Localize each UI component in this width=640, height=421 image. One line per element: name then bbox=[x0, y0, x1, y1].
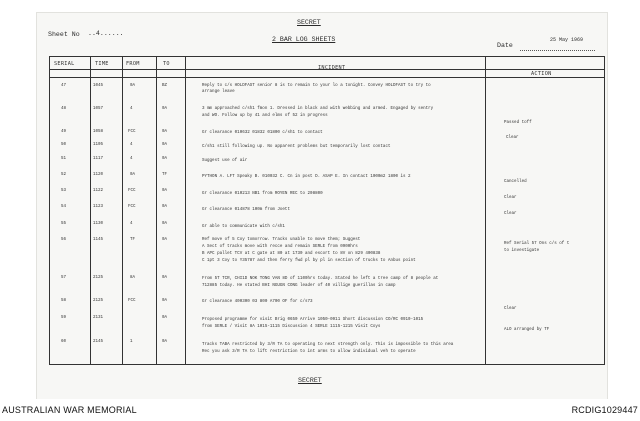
row-incident-line: B APC pallet TCV at C gate at 80 at 1730 and escort to 8V on 829 400838 bbox=[202, 252, 381, 256]
row-to: 0A bbox=[162, 130, 168, 134]
row-to: 0A bbox=[162, 157, 168, 161]
row-from: FCC bbox=[128, 130, 136, 134]
row-incident-line: Gr clearance 010632 01832 01800 c/sh1 to contact bbox=[202, 131, 323, 135]
col-divider bbox=[156, 57, 157, 364]
row-action-line: Clear bbox=[504, 212, 517, 216]
row-time: 1122 bbox=[93, 189, 104, 193]
row-action-line: Ref Serial 57 Ons c/s of t bbox=[504, 242, 570, 246]
row-serial: 57 bbox=[61, 276, 67, 280]
row-action-line: Clear bbox=[506, 136, 519, 140]
row-incident-line: 3 mm approached c/sh1 fmon 1. Dressed in black and with webbing and armed. Engaged by sentry bbox=[202, 107, 434, 111]
row-serial: 47 bbox=[61, 84, 67, 88]
sheet-number-label: Sheet No bbox=[48, 31, 80, 38]
row-incident-line: 712885 today. He stated BHI NGUGN CONG leader of 40 villige guerillas in camp bbox=[202, 284, 396, 288]
row-from: 4 bbox=[130, 222, 133, 226]
row-serial: 60 bbox=[61, 340, 67, 344]
sheet-number-value: ..4...... bbox=[88, 30, 124, 37]
row-time: 2131 bbox=[93, 316, 104, 320]
col-header-time: TIME bbox=[95, 61, 109, 67]
row-from: 4 bbox=[130, 107, 133, 111]
row-to: BZ bbox=[162, 84, 168, 88]
row-action-line: Clear bbox=[504, 196, 517, 200]
row-serial: 51 bbox=[61, 157, 67, 161]
row-serial: 49 bbox=[61, 130, 67, 134]
col-header-to: TO bbox=[163, 61, 170, 67]
row-time: 2145 bbox=[93, 340, 104, 344]
row-from: TF bbox=[130, 238, 136, 242]
row-incident-line: C 1pt 3 Coy to Y35787 and then ferry fwd pl by pl in section of trucks to Anbus point bbox=[202, 259, 416, 263]
date-value: 25 May 1969 bbox=[550, 37, 584, 43]
row-time: 1145 bbox=[93, 238, 104, 242]
row-to: 0A bbox=[162, 238, 168, 242]
col-header-action: ACTION bbox=[531, 71, 552, 77]
row-incident-line: Gr clearance 014878 100m from Joett bbox=[202, 208, 290, 212]
row-from: 4 bbox=[130, 143, 133, 147]
row-time: 2125 bbox=[93, 276, 104, 280]
col-header-from: FROM bbox=[126, 61, 140, 67]
col-header-serial: SERIAL bbox=[54, 61, 75, 67]
page-title: 2 BAR LOG SHEETS bbox=[272, 36, 336, 43]
row-incident-line: Reply to c/s HOLDFAST senior 8 is to remain to your lo a tonight. Convey HOLDFAST to try to bbox=[202, 84, 431, 88]
row-from: 8A bbox=[130, 276, 136, 280]
row-time: 1117 bbox=[93, 157, 104, 161]
col-divider bbox=[485, 57, 486, 364]
date-underline bbox=[520, 50, 595, 51]
row-incident-line: and WO. Follow up by 41 and elms of 52 in progress bbox=[202, 114, 328, 118]
row-time: 1123 bbox=[93, 205, 104, 209]
row-to: 0A bbox=[162, 276, 168, 280]
row-incident-line: Gr clearance 010213 NB1 from ROYEN REC to 208800 bbox=[202, 192, 323, 196]
row-incident-line: Proposed programme for visit Brig 0650 Arrive 1050-0911 Short discussion CO/RC 0910-1015 bbox=[202, 318, 424, 322]
row-serial: 56 bbox=[61, 238, 67, 242]
row-from: 4 bbox=[130, 157, 133, 161]
row-serial: 53 bbox=[61, 189, 67, 193]
row-action-line: Clear bbox=[504, 307, 517, 311]
row-incident-line: Tracks TABA restricted by 3/R TA to operating to next strength only. This is impossible to this area bbox=[202, 343, 454, 347]
row-serial: 52 bbox=[61, 173, 67, 177]
row-incident-line: from SERLE / Visit 8A 1015-1115 Discussion 4 SERLE 1115-1215 Visit Coys bbox=[202, 325, 381, 329]
row-time: 1058 bbox=[93, 130, 104, 134]
row-to: 0A bbox=[162, 299, 168, 303]
row-incident-line: Rec you ask 3/R TA to lift restriction to int arms to allow individual veh to operate bbox=[202, 350, 416, 354]
row-incident-line: From 5T TCR, CHI1D NOK TONG VAN 8D of 1100hrs today. Stated he left a tree camp of 8 people at bbox=[202, 277, 439, 281]
row-incident-line: Gr able to communicate with c/sh1 bbox=[202, 225, 285, 229]
row-action-line: ALO arranged by TF bbox=[504, 328, 550, 332]
row-from: FCC bbox=[128, 205, 136, 209]
row-time: 2125 bbox=[93, 299, 104, 303]
row-to: 0A bbox=[162, 316, 168, 320]
classification-bottom: SECRET bbox=[298, 377, 322, 384]
row-to: 0A bbox=[162, 107, 168, 111]
row-serial: 59 bbox=[61, 316, 67, 320]
row-from: FCC bbox=[128, 189, 136, 193]
row-to: 0A bbox=[162, 340, 168, 344]
row-to: 0A bbox=[162, 222, 168, 226]
row-from: 0A bbox=[130, 173, 136, 177]
archive-name: AUSTRALIAN WAR MEMORIAL bbox=[2, 405, 137, 415]
row-incident-line: Ref move of 5 Coy tomorrow. Tracks unable to move them; Suggest bbox=[202, 238, 361, 242]
row-time: 1120 bbox=[93, 173, 104, 177]
row-to: 0A bbox=[162, 189, 168, 193]
row-time: 1130 bbox=[93, 222, 104, 226]
row-serial: 58 bbox=[61, 299, 67, 303]
row-incident-line: PYTHON A. LFT Speaky B. 010032 C. Cn in post D. ASAP E. In contact 1000m2 1800 is 2 bbox=[202, 175, 411, 179]
row-serial: 54 bbox=[61, 205, 67, 209]
row-from: 0A bbox=[130, 84, 136, 88]
row-incident-line: Gr clearance 400300 03 800 A700 OF for c/s73 bbox=[202, 300, 313, 304]
archive-footer bbox=[0, 399, 640, 421]
row-from: FCC bbox=[128, 299, 136, 303]
header-row-divider-2 bbox=[50, 77, 604, 78]
row-action-line: to investigate bbox=[504, 249, 540, 253]
classification-top: SECRET bbox=[297, 19, 321, 26]
row-incident-line: A Sect of tracks move with recce and remain SERLE from 0900hrs bbox=[202, 245, 358, 249]
row-serial: 48 bbox=[61, 107, 67, 111]
archive-reference: RCDIG1029447 bbox=[571, 405, 638, 415]
row-action-line: Cancelled bbox=[504, 180, 527, 184]
row-incident-line: Suggest use of air bbox=[202, 159, 248, 163]
row-time: 1045 bbox=[93, 84, 104, 88]
row-action-line: Passed toff bbox=[504, 121, 532, 125]
row-time: 1105 bbox=[93, 143, 104, 147]
row-to: TF bbox=[162, 173, 168, 177]
row-incident-line: arrange leave bbox=[202, 90, 235, 94]
row-time: 1057 bbox=[93, 107, 104, 111]
col-header-incident: INCIDENT bbox=[318, 65, 346, 71]
row-serial: 55 bbox=[61, 222, 67, 226]
col-divider bbox=[90, 57, 91, 364]
row-to: 0A bbox=[162, 143, 168, 147]
row-to: 0A bbox=[162, 205, 168, 209]
row-incident-line: C/sh1 still following up. No apparent problems but temporarily lost contact bbox=[202, 145, 391, 149]
date-label: Date bbox=[497, 42, 513, 49]
row-serial: 50 bbox=[61, 143, 67, 147]
row-from: 1 bbox=[130, 340, 133, 344]
col-divider bbox=[185, 57, 186, 364]
col-divider bbox=[122, 57, 123, 364]
